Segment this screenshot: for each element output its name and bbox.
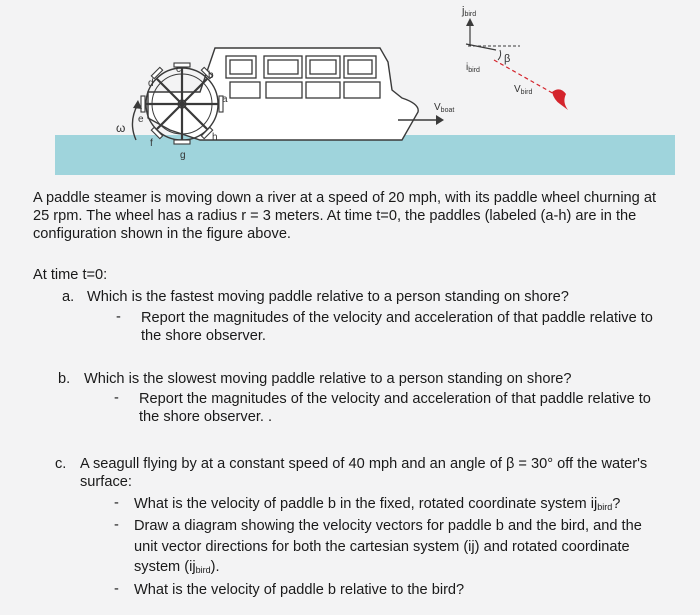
j-bird-axis-head	[466, 18, 474, 26]
part-c-dash-1: -	[114, 495, 119, 511]
part-c-bullet-2-line-3-sub: bird	[195, 565, 211, 575]
i-bird-axis	[466, 44, 496, 50]
omega-label: ω	[116, 121, 126, 135]
part-b-dash: -	[114, 390, 119, 406]
problem-intro	[33, 189, 693, 243]
paddle-steamer-figure	[0, 0, 700, 180]
part-c-bullet-1-text: What is the velocity of paddle b in the fixed, rotated coordinate system ij	[134, 496, 598, 512]
intro-line-1: A paddle steamer is moving down a river at a speed of 20 mph, with its paddle wheel churning at	[33, 190, 657, 206]
part-c-bullet-2-line-1: Draw a diagram showing the velocity vectors for paddle b and the bird, and the	[134, 518, 642, 534]
part-a-bullet-line-2: the shore observer.	[141, 328, 266, 344]
part-c-bullet-1	[134, 495, 620, 516]
paddle-label-f: f	[150, 138, 153, 149]
beta-angle-arc	[498, 50, 501, 60]
boat-velocity-arrow-head	[436, 115, 444, 125]
part-c-bullet-1-sub: bird	[597, 502, 613, 512]
river-water	[55, 135, 675, 175]
paddle-label-g: g	[180, 150, 186, 161]
part-c-marker: c.	[55, 456, 67, 472]
part-c-question-line-1: A seagull flying by at a constant speed of 40 mph and an angle of β = 30° off the water's	[80, 456, 648, 472]
part-b-question: Which is the slowest moving paddle relative to a person standing on shore?	[84, 371, 572, 387]
part-c-bullet-2-line-3-text: system (ij	[134, 559, 196, 575]
intro-line-3: configuration shown in the figure above.	[33, 226, 291, 242]
part-b-bullet-line-1: Report the magnitudes of the velocity and acceleration of that paddle relative to	[139, 391, 651, 407]
part-c-question-line-2: surface:	[80, 474, 132, 490]
paddle-label-d: d	[148, 78, 154, 89]
paddle-label-c: c	[176, 64, 181, 75]
paddle-label-h: h	[212, 132, 218, 143]
part-c-bullet-1-end: ?	[612, 496, 621, 512]
part-a-marker: a.	[62, 289, 75, 305]
v-bird-label: $V_{bird}$	[514, 84, 533, 96]
part-c-bullet-2-line-3-end: ).	[210, 559, 220, 575]
beta-label: β	[504, 53, 511, 65]
part-a-bullet-line-1: Report the magnitudes of the velocity and acceleration of that paddle relative to	[141, 310, 653, 326]
paddle-label-b: b	[208, 70, 214, 81]
j-bird-label: jbird	[462, 5, 477, 18]
i-bird-label: $i_{bird}$	[466, 62, 480, 74]
part-a-dash: -	[116, 309, 121, 325]
part-c-dash-2: -	[114, 517, 119, 533]
part-c-bullet-2-line-3	[134, 558, 220, 579]
part-c-dash-3: -	[114, 581, 119, 597]
paddle-label-a: a	[222, 94, 228, 105]
at-time-heading: At time t=0:	[33, 267, 108, 283]
v-boat-label: $V_{boat}$	[434, 102, 455, 114]
part-b-marker: b.	[58, 371, 71, 387]
part-a-question: Which is the fastest moving paddle relative to a person standing on shore?	[87, 289, 569, 305]
boat-hull	[148, 48, 418, 140]
paddle-label-e: e	[138, 114, 144, 125]
seagull-icon	[552, 89, 568, 110]
intro-line-2: 25 rpm. The wheel has a radius r = 3 meters. At time t=0, the paddles (labeled (a-h) are in the	[33, 208, 637, 224]
part-c-bullet-3: What is the velocity of paddle b relative to the bird?	[134, 582, 465, 598]
part-b-bullet-line-2: the shore observer. .	[139, 409, 273, 425]
part-c-bullet-2-line-2: unit vector directions for both the cartesian system (ij) and rotated coordinate	[134, 539, 630, 555]
